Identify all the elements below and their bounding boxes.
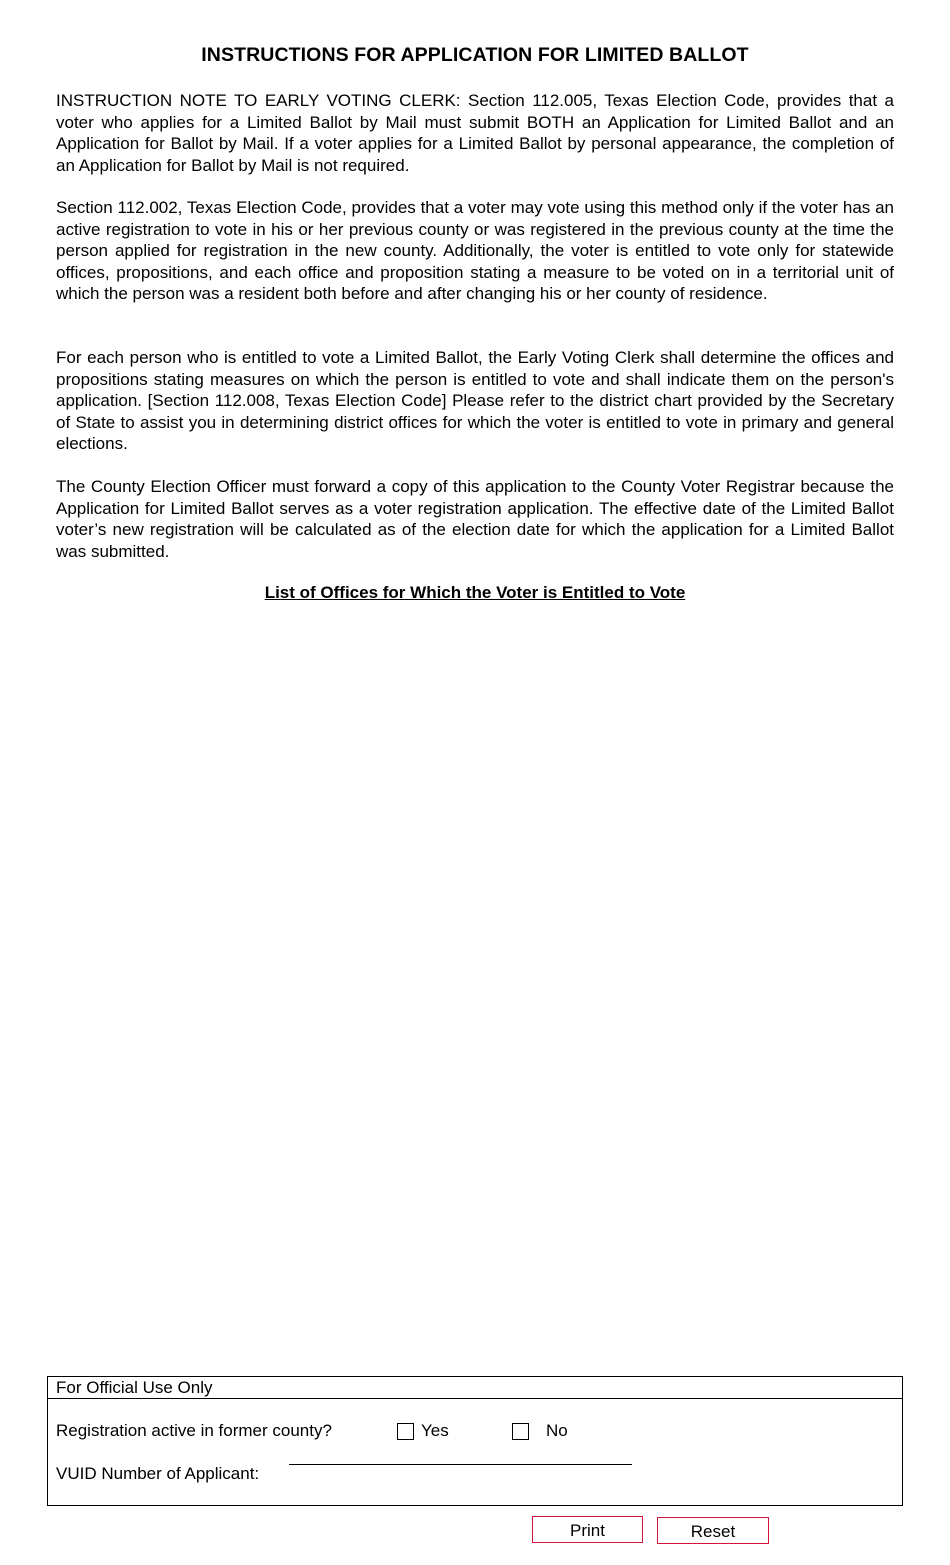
instruction-paragraph-4: The County Election Officer must forward a copy of this application to the County Voter Registrar because the Application for Limited Ballot serves as a voter registration application. The effective date of the Limited Ballot voter’s new registration will be calculated as of the election date for which the application for a Limited Ballot was submitted. (56, 477, 894, 561)
official-use-header-label: For Official Use Only (56, 1378, 213, 1397)
vuid-label: VUID Number of Applicant: (56, 1464, 260, 1483)
official-use-box (47, 1376, 903, 1506)
instruction-paragraph-1: INSTRUCTION NOTE TO EARLY VOTING CLERK: Section 112.005, Texas Election Code, provides that a voter who applies for a Limited Ballot by Mail must submit BOTH an Application for Limited Ballot and an Application for Ballot by Mail. If a voter applies for a Limited Ballot by personal appearance, the completion of an Application for Ballot by Mail is not required. (56, 91, 894, 175)
reset-button[interactable]: Reset (657, 1517, 769, 1544)
print-button[interactable]: Print (532, 1516, 643, 1543)
official-use-header (48, 1377, 902, 1399)
no-label: No (546, 1421, 568, 1440)
offices-list-heading: List of Offices for Which the Voter is Entitled to Vote (264, 583, 686, 602)
yes-label: Yes (421, 1421, 449, 1440)
no-checkbox[interactable] (512, 1423, 529, 1440)
vuid-input[interactable] (289, 1464, 632, 1465)
page-title: INSTRUCTIONS FOR APPLICATION FOR LIMITED BALLOT (201, 44, 749, 66)
registration-question: Registration active in former county? (56, 1421, 332, 1440)
offices-list-field[interactable] (56, 615, 894, 1355)
yes-checkbox[interactable] (397, 1423, 414, 1440)
instruction-paragraph-3: For each person who is entitled to vote a Limited Ballot, the Early Voting Clerk shall determine the offices and propositions stating measures on which the person is entitled to vote and shall indicate them on the person's application. [Section 112.008, Texas Election Code] Please refer to the district chart provided by the Secretary of State to assist you in determining district offices for which the voter is entitled to vote in primary and general elections. (56, 348, 894, 453)
instruction-paragraph-2: Section 112.002, Texas Election Code, provides that a voter may vote using this method only if the voter has an active registration to vote in his or her previous county or was registered in the previous county at the time the person applied for registration in the new county. Additionally, the voter is entitled to vote only for statewide offices, propositions, and each office and proposition stating a measure to be voted on in a territorial unit of which the person was a resident both before and after changing his or her county of residence. (56, 198, 894, 303)
